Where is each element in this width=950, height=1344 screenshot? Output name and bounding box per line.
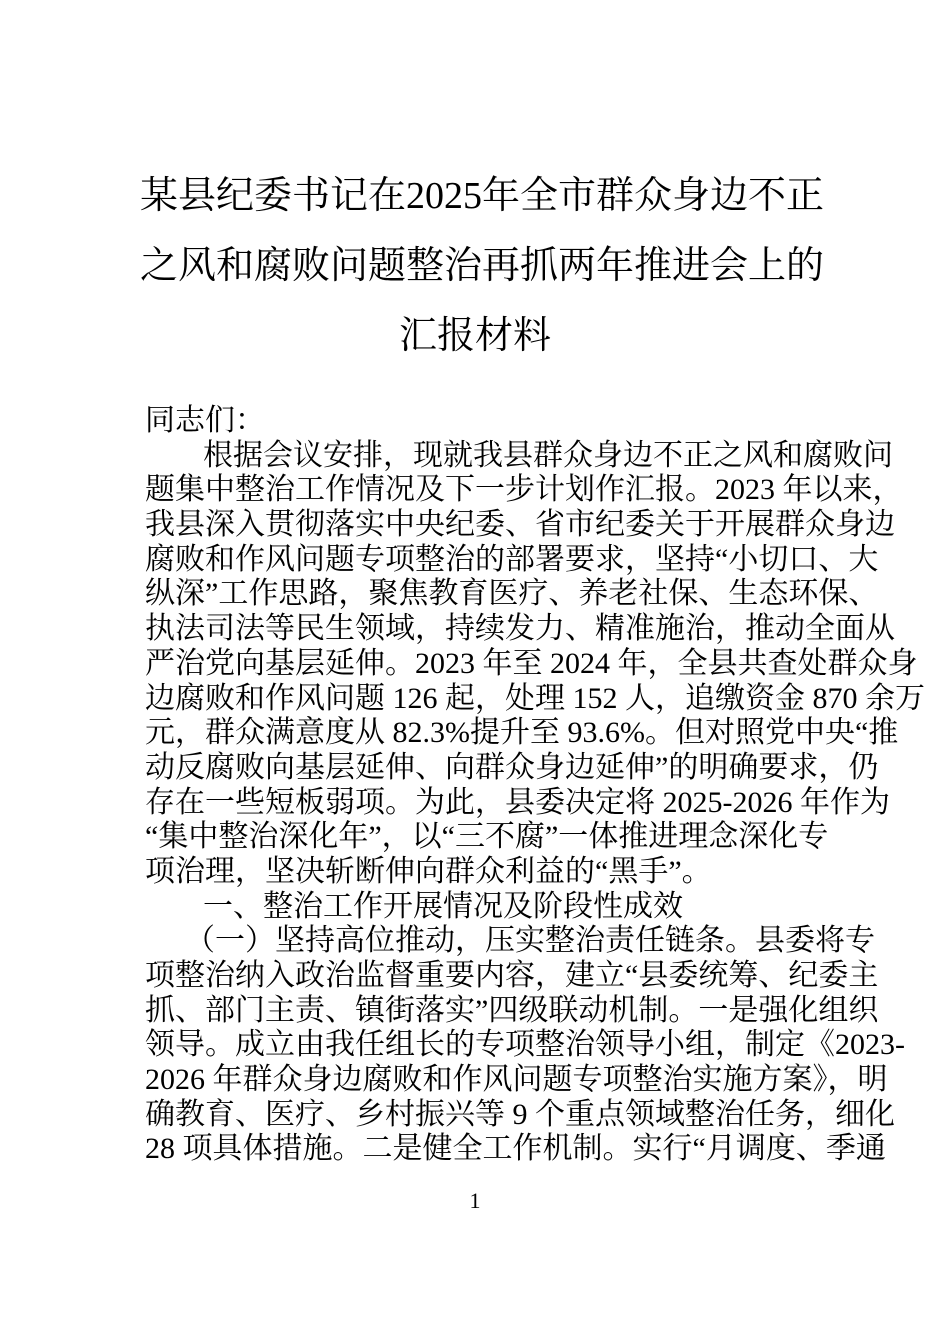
- body-line: 腐败和作风问题专项整治的部署要求，坚持“小切口、大: [145, 542, 879, 576]
- section-heading: 一、整治工作开展情况及阶段性成效: [203, 889, 683, 923]
- title-line: 汇报材料: [398, 315, 551, 357]
- salutation: 同志们：: [145, 404, 265, 437]
- page-number: 1: [469, 1188, 481, 1213]
- body-line: 存在一些短板弱项。为此，县委决定将 2025-2026 年作为: [145, 785, 890, 819]
- body-line: 严治党向基层延伸。2023 年至 2024 年，全县共查处群众身: [145, 646, 918, 680]
- body-line: 28 项具体措施。二是健全工作机制。实行“月调度、季通: [145, 1132, 886, 1166]
- body-line: （一）坚持高位推动，压实整治责任链条。县委将专: [185, 924, 875, 958]
- body-line: 根据会议安排，现就我县群众身边不正之风和腐败问: [203, 438, 893, 472]
- body-line: 边腐败和作风问题 126 起，处理 152 人，追缴资金 870 余万: [145, 681, 925, 715]
- title-line: 某县纪委书记在2025年全市群众身边不正: [140, 175, 825, 217]
- body-line: 纵深”工作思路，聚焦教育医疗、养老社保、生态环保、: [145, 577, 879, 611]
- body-line: 确教育、医疗、乡村振兴等 9 个重点领域整治任务，细化: [145, 1097, 895, 1131]
- body-line: 项治理，坚决斩断伸向群众利益的“黑手”。: [145, 854, 712, 888]
- body-line: 2026 年群众身边腐败和作风问题专项整治实施方案》，明: [145, 1063, 888, 1097]
- body-line: 我县深入贯彻落实中央纪委、省市纪委关于开展群众身边: [145, 508, 895, 542]
- body-line: 元，群众满意度从 82.3%提升至 93.6%。但对照党中央“推: [145, 716, 899, 750]
- document-title: [140, 168, 825, 378]
- body-line: 题集中整治工作情况及下一步计划作汇报。2023 年以来，: [145, 473, 903, 507]
- body-line: 动反腐败向基层延伸、向群众身边延伸”的明确要求，仍: [145, 750, 879, 784]
- document-body: [145, 404, 925, 1167]
- body-line: “集中整治深化年”，以“三不腐”一体推进理念深化专: [145, 820, 829, 854]
- body-line: 项整治纳入政治监督重要内容，建立“县委统筹、纪委主: [145, 959, 879, 992]
- body-line: 抓、部门主责、镇街落实”四级联动机制。一是强化组织: [145, 993, 879, 1027]
- title-line: 之风和腐败问题整治再抓两年推进会上的: [140, 245, 825, 287]
- body-line: 执法司法等民生领域，持续发力、精准施治，推动全面从: [145, 612, 895, 646]
- body-line: 领导。成立由我任组长的专项整治领导小组，制定《2023-: [145, 1028, 905, 1062]
